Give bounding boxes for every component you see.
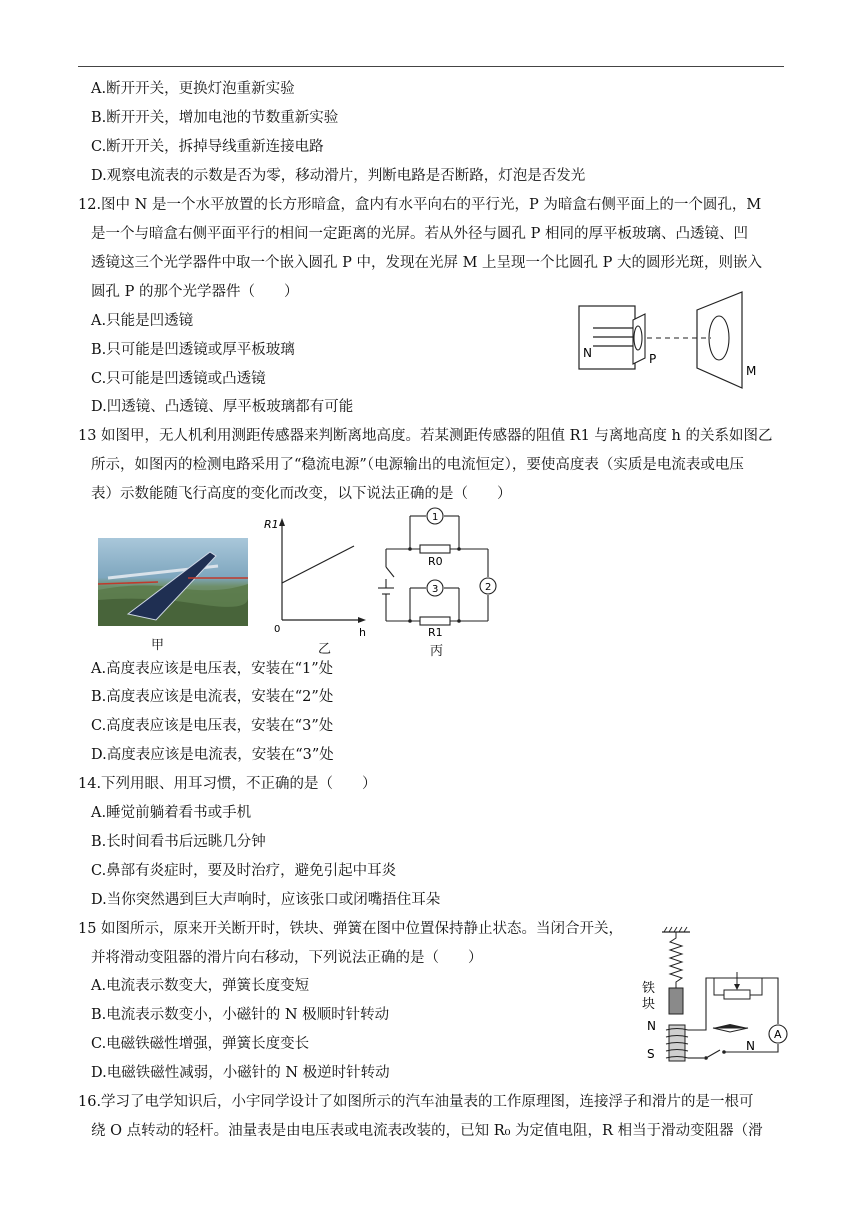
q14-stem: 14.下列用眼、用耳习惯，不正确的是（ ） <box>78 776 377 792</box>
iron-block <box>669 988 683 1014</box>
top-divider <box>78 66 784 67</box>
x-axis-label: h <box>359 626 366 639</box>
label-n: N <box>583 346 592 360</box>
pole-s-label: S <box>647 1047 655 1061</box>
q13-stem-line3: 表）示数能随飞行高度的变化而改变，以下说法正确的是（ ） <box>91 486 512 502</box>
q14-option-d: D.当你突然遇到巨大声响时，应该张口或闭嘴捂住耳朵 <box>91 892 441 908</box>
label-p: P <box>649 352 657 366</box>
light-spot <box>709 316 729 360</box>
q13-circuit <box>376 505 496 639</box>
needle-n-label: N <box>746 1039 755 1053</box>
screen-m <box>697 292 742 388</box>
y-axis-label: R1 <box>264 518 279 531</box>
pole-n-label: N <box>647 1019 656 1033</box>
q14-option-c: C.鼻部有炎症时，要及时治疗，避免引起中耳炎 <box>91 863 397 879</box>
q12-optics-figure <box>575 288 775 388</box>
q12-stem-line2: 是一个与暗盒右侧平面平行的相间一定距离的光屏。若从外径与圆孔 P 相同的厚平板玻璃、凸透镜、凹 <box>91 226 748 242</box>
q12-option-c: C.只可能是凹透镜或凸透镜 <box>91 371 266 387</box>
q13-stem-line1: 13 如图甲，无人机利用测距传感器来判断离地高度。若某测距传感器的阻值 R1 与离地高度 h 的关系如图乙 <box>78 428 773 444</box>
q15-stem-line2: 并将滑动变阻器的滑片向右移动，下列说法正确的是（ ） <box>91 950 483 966</box>
fig-caption-bing: 丙 <box>430 644 444 659</box>
q11-option-c: C.断开开关，拆掉导线重新连接电路 <box>91 139 324 155</box>
q13-option-d: D.高度表应该是电流表，安装在“3”处 <box>91 747 334 763</box>
q15-stem-line1: 15 如图所示，原来开关断开时，铁块、弹簧在图中位置保持静止状态。当闭合开关， <box>78 921 624 937</box>
spring <box>670 932 682 988</box>
q13-option-a: A.高度表应该是电压表，安装在“1”处 <box>91 661 334 677</box>
q12-option-d: D.凹透镜、凸透镜、厚平板玻璃都有可能 <box>91 399 354 415</box>
r1-label: R1 <box>428 626 443 639</box>
q11-option-d: D.观察电流表的示数是否为零，移动滑片，判断电路是否断路，灯泡是否发光 <box>91 168 586 184</box>
q12-stem-line4: 圆孔 P 的那个光学器件（ ） <box>91 284 299 300</box>
fig-caption-yi: 乙 <box>318 642 332 657</box>
origin-label: 0 <box>274 624 281 635</box>
q13-r1-h-graph <box>262 516 372 641</box>
hole-p-frame <box>633 314 645 364</box>
q13-option-c: C.高度表应该是电压表，安装在“3”处 <box>91 718 334 734</box>
q15-option-a: A.电流表示数变大，弹簧长度变短 <box>91 978 310 994</box>
iron-label-2: 块 <box>642 997 656 1012</box>
q12-option-b: B.只可能是凹透镜或厚平板玻璃 <box>91 342 295 358</box>
q12-stem-line3: 透镜这三个光学器件中取一个嵌入圆孔 P 中，发现在光屏 M 上呈现一个比圆孔 P 大的圆形光斑，则嵌入 <box>91 255 763 271</box>
r0-label: R0 <box>428 555 443 568</box>
q12-option-a: A.只能是凹透镜 <box>91 313 194 329</box>
q13-drone-photo <box>98 538 248 626</box>
q15-option-b: B.电流表示数变小，小磁针的 N 极顺时针转动 <box>91 1007 390 1023</box>
q13-stem-line2: 所示，如图丙的检测电路采用了“稳流电源”（电源输出的电流恒定），要使高度表（实质是电流表或电压 <box>91 457 744 473</box>
ammeter-label: A <box>774 1028 782 1041</box>
r1-h-line <box>282 546 354 583</box>
q14-option-a: A.睡觉前躺着看书或手机 <box>91 805 252 821</box>
q15-option-c: C.电磁铁磁性增强，弹簧长度变长 <box>91 1036 310 1052</box>
pos-3-label: 3 <box>432 584 439 595</box>
iron-label-1: 铁 <box>642 981 656 996</box>
q14-option-b: B.长时间看书后远眺几分钟 <box>91 834 266 850</box>
rheostat <box>724 990 750 999</box>
q13-option-b: B.高度表应该是电流表，安装在“2”处 <box>91 689 334 705</box>
switch <box>706 1050 720 1058</box>
q16-stem-line2: 绕 O 点转动的轻杆。油量表是由电压表或电流表改装的，已知 R₀ 为定值电阻，R 相当于滑动变阻器（滑 <box>91 1123 763 1139</box>
q15-option-d: D.电磁铁磁性减弱，小磁针的 N 极逆时针转动 <box>91 1065 390 1081</box>
q12-stem-line1: 12.图中 N 是一个水平放置的长方形暗盒，盒内有水平向右的平行光，P 为暗盒右侧平面上的一个圆孔，M <box>78 197 762 213</box>
compass-needle <box>713 1028 748 1032</box>
q15-electromagnet-figure <box>640 924 790 1070</box>
fig-caption-jia: 甲 <box>151 638 165 653</box>
q11-option-b: B.断开开关，增加电池的节数重新实验 <box>91 110 339 126</box>
pos-1-label: 1 <box>432 512 439 523</box>
pos-2-label: 2 <box>485 582 492 593</box>
q16-stem-line1: 16.学习了电学知识后，小宇同学设计了如图所示的汽车油量表的工作原理图，连接浮子和滑片的是一根可 <box>78 1094 754 1110</box>
q11-option-a: A.断开开关，更换灯泡重新实验 <box>91 81 295 97</box>
label-m: M <box>746 364 757 378</box>
